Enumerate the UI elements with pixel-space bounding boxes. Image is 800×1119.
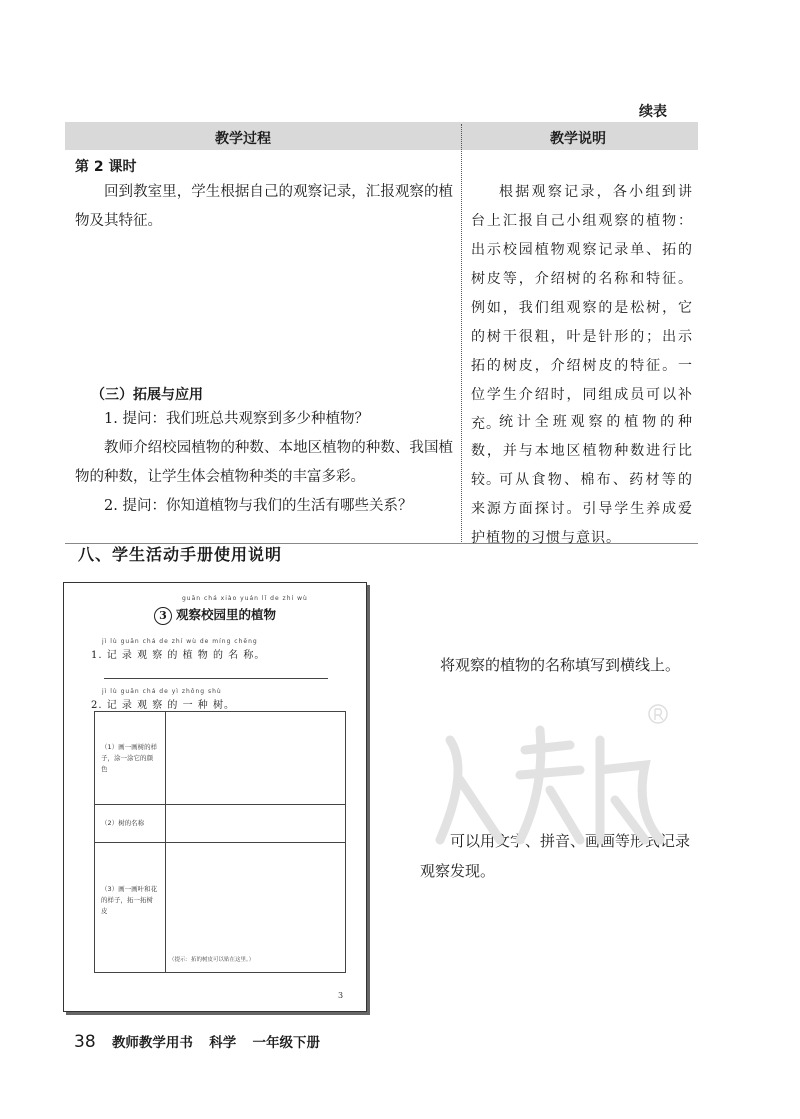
note-discussion: 可从食物、棉布、药材等的来源方面探讨。引导学生养成爱护植物的习惯与意识。 bbox=[471, 472, 693, 546]
section-heading: 八、学生活动手册使用说明 bbox=[78, 545, 283, 564]
description-1: 将观察的植物的名称填写到横线上。 bbox=[440, 656, 681, 674]
description-2: 可以用文字、拼音、画画等形式记录观察发现。 bbox=[420, 832, 691, 880]
page-footer bbox=[74, 1031, 332, 1052]
title-pinyin: guān chá xiào yuán lǐ de zhí wù bbox=[182, 595, 308, 602]
workbook-title-text: 观察校园里的植物 bbox=[175, 607, 276, 622]
footer-grade: 一年级下册 bbox=[252, 1035, 321, 1051]
column-header-notes: 教学说明 bbox=[550, 131, 606, 147]
teacher-paragraph: 教师介绍校园植物的种数、本地区植物的种数、我国植物的种数，让学生体会植物种类的丰富多彩。 bbox=[75, 440, 453, 485]
lesson-number-badge: 3 bbox=[154, 607, 172, 625]
footer-subject: 科学 bbox=[209, 1035, 237, 1051]
lesson-note: 根据观察记录，各小组到讲台上汇报自己小组观察的植物：出示校园植物观察记录单、拓的树皮等，介绍树的名称和特征。例如，我们组观察的是松树，它的树干很粗，叶是针形的；出示拓的树皮，介绍树皮的特征。一位学生介绍时，同组成员可以补充。 bbox=[471, 184, 693, 432]
table-header bbox=[65, 122, 698, 150]
lesson-title: 第 2 课时 bbox=[75, 159, 137, 175]
note-statistics: 统计全班观察的植物的种数，并与本地区植物种数进行比较。 bbox=[471, 414, 693, 488]
record-table bbox=[94, 711, 346, 973]
workbook-question-2: 2. 记 录 观 察 的 一 种 树。 bbox=[91, 700, 235, 711]
record-table-row-rule bbox=[95, 804, 345, 805]
lesson-paragraph: 回到教室里，学生根据自己的观察记录，汇报观察的植物及其特征。 bbox=[75, 184, 453, 229]
workbook-page-number: 3 bbox=[338, 991, 344, 1000]
footer-book-title: 教师教学用书 bbox=[111, 1035, 193, 1051]
workbook-title bbox=[64, 605, 366, 625]
column-header-process: 教学过程 bbox=[215, 131, 271, 147]
record-table-row-rule bbox=[95, 842, 345, 843]
continued-label: 续表 bbox=[639, 104, 667, 120]
workbook-page-image bbox=[63, 582, 367, 1012]
answer-line bbox=[104, 678, 328, 679]
record-cell-draw-tree: （1）画一画树的样子，涂一涂它的颜色 bbox=[101, 743, 158, 773]
footer-page-number: 38 bbox=[74, 1032, 96, 1052]
q2-pinyin: jì lù guān chá de yì zhǒng shù bbox=[102, 688, 222, 695]
record-cell-tree-name: （2）树的名称 bbox=[101, 819, 145, 827]
workbook-tip: （提示：拓的树皮可以贴在这里。） bbox=[169, 957, 255, 963]
section-title: （三）拓展与应用 bbox=[91, 387, 203, 403]
record-cell-leaf-bark: （3）画一画叶和花的样子，拓一拓树皮 bbox=[101, 885, 158, 915]
question-2: 2. 提问：你知道植物与我们的生活有哪些关系？ bbox=[104, 498, 413, 514]
column-divider bbox=[461, 124, 462, 544]
q1-pinyin: jì lù guān chá de zhí wù de míng chēng bbox=[102, 638, 258, 645]
publisher-watermark bbox=[420, 700, 670, 860]
workbook-question-1: 1. 记 录 观 察 的 植 物 的 名 称。 bbox=[91, 650, 266, 661]
question-1: 1. 提问：我们班总共观察到多少种植物？ bbox=[104, 411, 369, 427]
